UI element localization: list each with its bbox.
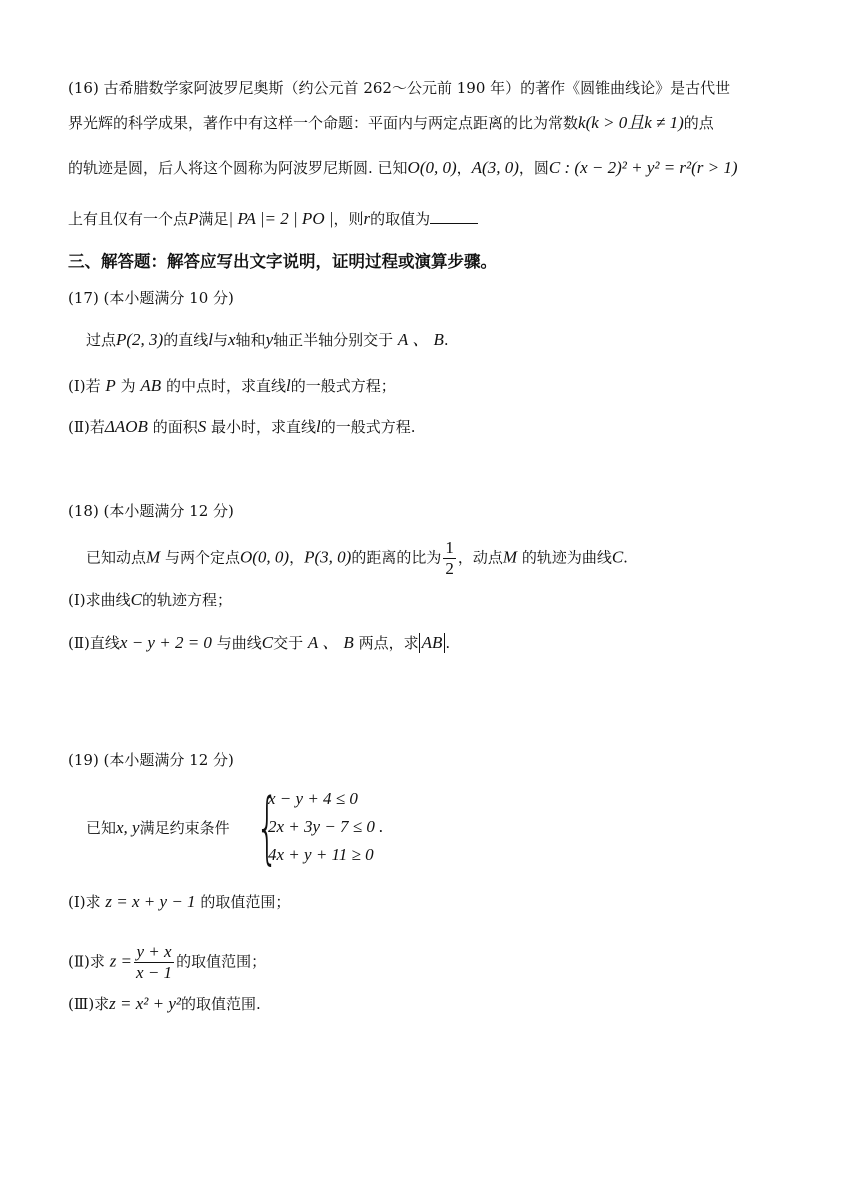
q16-line2	[68, 111, 714, 135]
q18-abs-ab: AB	[419, 633, 446, 653]
q16-text-4a: 上有且仅有一个点	[68, 210, 189, 228]
q16-k-condition: (k > 0且k ≠ 1)	[585, 113, 684, 132]
q19-constraint-2: 2x + 3y − 7 ≤ 0 .	[268, 817, 384, 836]
q18-heading: (18) (本小题满分 12 分)	[68, 502, 234, 520]
q16-line3: 的轨迹是圆，后人将这个圆称为阿波罗尼斯圆. 已知O(0, 0)，A(3, 0)，圆C : (x − 2)² + y² = r²(r > 1)	[68, 158, 738, 177]
q16-circle-equation: C : (x − 2)² + y² = r²(r > 1)	[548, 158, 738, 177]
q17-p1-l: l	[285, 376, 291, 395]
q16-text-2b: 的点	[683, 114, 714, 132]
q17-p2-a: (Ⅱ)若	[68, 418, 105, 436]
q17-points-ab: A 、 B	[397, 330, 444, 349]
q17-x: x	[228, 330, 236, 349]
q17-part2	[68, 415, 416, 439]
q17-p1-d: 的一般式方程；	[290, 377, 396, 395]
q18-part2	[68, 631, 450, 655]
q16-line1	[68, 76, 730, 100]
q18-line-equation: x − y + 2 = 0	[119, 633, 212, 652]
q17-p1-ab: AB	[140, 376, 162, 395]
q17-text-d: 轴和	[235, 331, 266, 349]
q17-p1-a: (Ⅰ)若	[68, 377, 101, 395]
q18-p2-b: 与曲线	[216, 634, 262, 652]
q19-text-a: 已知	[86, 819, 117, 837]
q18-point-m2: M	[502, 547, 518, 567]
q17-stem	[86, 328, 449, 352]
q18-ratio-fraction	[443, 538, 456, 579]
q17-p1-b: 为	[120, 377, 136, 395]
q16-condition: | PA |= 2 | PO |	[228, 209, 334, 228]
q18-point-m: M	[146, 547, 161, 567]
q17-stem-end: .	[443, 331, 449, 349]
q16-point-a: A(3, 0)	[471, 158, 519, 177]
q18-p2-a: (Ⅱ)直线	[68, 634, 120, 652]
q19-p2-fraction	[134, 942, 174, 983]
q19-p1-z: z = x + y − 1	[105, 892, 196, 911]
q18-curve-c: C	[611, 547, 624, 567]
q18-frac-den: 2	[445, 559, 454, 578]
q17-line-l: l	[208, 330, 213, 349]
q17-text-e: 轴正半轴分别交于	[273, 331, 394, 349]
q18-p2-end: .	[445, 634, 451, 652]
q18-frac-num: 1	[445, 538, 454, 557]
q17-point-p: P(2, 3)	[116, 330, 164, 349]
q18-p1-a: (Ⅰ)求曲线	[68, 591, 131, 609]
q16-text-4d: 的取值为	[370, 210, 431, 228]
q17-p2-end: .	[410, 418, 416, 436]
q16-text-4b: 满足	[198, 210, 229, 228]
q18-text-d: 的距离的比为	[351, 548, 442, 567]
q17-y: y	[265, 330, 274, 349]
q17-heading: (17) (本小题满分 10 分)	[68, 289, 234, 307]
q18-p2-ab: A 、 B	[307, 633, 354, 652]
q18-p1-b: 的轨迹方程；	[141, 591, 232, 609]
q18-text-c: ，	[289, 548, 305, 567]
q18-point-o: O(0, 0)	[239, 547, 290, 567]
q19-p2-a: (Ⅱ)求	[68, 952, 105, 971]
q18-p1-c-curve: C	[130, 590, 142, 609]
q17-p1-c: 的中点时，求直线	[165, 377, 286, 395]
q19-xy: x, y	[116, 818, 140, 837]
q18-p2-c: 交于	[273, 634, 304, 652]
q17-part1	[68, 374, 396, 398]
q16-text-1: (16) 古希腊数学家阿波罗尼奥斯（约公元首 262～公元前 190 年）的著作《圆锥曲线论》是古代世	[68, 79, 731, 97]
q19-p1-b: 的取值范围；	[200, 893, 291, 911]
q16-answer-blank[interactable]	[430, 209, 478, 224]
q19-p2-b: 的取值范围；	[176, 952, 267, 971]
q17-p1-p: P	[105, 376, 116, 395]
q17-text-a: 过点	[86, 331, 117, 349]
q19-p3-b: 的取值范围.	[181, 995, 261, 1013]
q17-p2-b: 的面积	[152, 418, 198, 436]
q16-text-3a: 的轨迹是圆，后人将这个圆称为阿波罗尼斯圆. 已知	[68, 159, 408, 177]
q18-stem-end: .	[623, 548, 628, 567]
q17-p2-c: 最小时，求直线	[211, 418, 317, 436]
q17-text-b: 的直线	[163, 331, 209, 349]
q19-p3-a: (Ⅲ)求	[68, 995, 110, 1013]
q18-point-p: P(3, 0)	[304, 547, 352, 567]
q17-p2-d: 的一般式方程	[320, 418, 411, 436]
q19-p3-z: z = x² + y²	[109, 994, 182, 1013]
q18-text-f: 的轨迹为曲线	[521, 548, 612, 567]
q18-stem	[86, 538, 628, 579]
q16-text-yuan: ，圆	[518, 159, 549, 177]
q19-constraint-3: 4x + y + 11 ≥ 0	[268, 845, 374, 864]
q19-p2-z: z =	[109, 951, 133, 971]
q19-p2-num: y + x	[134, 942, 174, 963]
section-3-heading: 三、解答题：解答应写出文字说明，证明过程或演算步骤。	[68, 252, 497, 271]
q16-line4	[68, 207, 478, 231]
q18-p2-d: 两点，求	[358, 634, 419, 652]
q19-part3	[68, 992, 261, 1016]
q18-text-b: 与两个定点	[164, 548, 240, 567]
q18-text-a: 已知动点	[86, 548, 147, 567]
q17-area-s: S	[197, 417, 207, 436]
q19-p1-a: (Ⅰ)求	[68, 893, 101, 911]
q16-k: k	[578, 113, 586, 132]
q19-constraint-1: x − y + 4 ≤ 0	[268, 789, 358, 808]
q17-p2-l: l	[316, 417, 321, 436]
q19-part2	[68, 942, 266, 983]
q18-part1	[68, 588, 232, 612]
q19-stem	[86, 816, 230, 840]
q18-text-e: ，动点	[457, 548, 503, 567]
q16-text-4c: ，则	[333, 210, 364, 228]
q16-text-2a: 界光辉的科学成果，著作中有这样一个命题：平面内与两定点距离的比为常数	[68, 114, 579, 132]
q16-r: r	[363, 209, 371, 228]
q16-point-p: P	[188, 209, 199, 228]
q19-heading: (19) (本小题满分 12 分)	[68, 751, 234, 769]
q17-triangle-aob: ΔAOB	[104, 417, 148, 436]
q19-part1	[68, 890, 290, 914]
q18-p2-c-curve: C	[261, 633, 274, 652]
q17-text-c: 与	[212, 331, 228, 349]
q19-text-b: 满足约束条件	[139, 819, 230, 837]
q16-point-o: O(0, 0)	[407, 158, 457, 177]
left-brace-icon: {	[256, 783, 279, 873]
q19-p2-den: x − 1	[136, 963, 173, 982]
